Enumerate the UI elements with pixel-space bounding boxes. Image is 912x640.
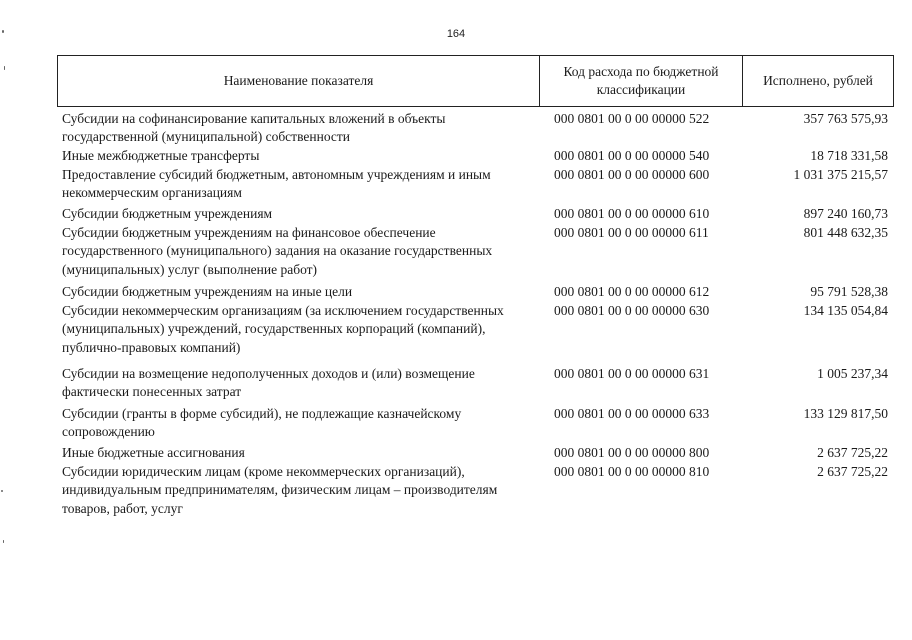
row-name: Субсидии юридическим лицам (кроме некоммерческих организаций), индивидуальным предпринимателям, физическим лицам – производителям товаров, работ, услуг (62, 464, 498, 516)
table-body (62, 110, 890, 521)
header-executed: Исполнено, рублей (763, 73, 873, 88)
table-row (62, 365, 890, 405)
row-code: 000 0801 00 0 00 00000 610 (554, 206, 710, 221)
row-code: 000 0801 00 0 00 00000 611 (554, 225, 709, 240)
row-code: 000 0801 00 0 00 00000 612 (554, 284, 710, 299)
table-row (62, 463, 890, 521)
table-header (57, 55, 894, 107)
row-code: 000 0801 00 0 00 00000 540 (554, 148, 710, 163)
row-name: Субсидии бюджетным учреждениям на иные цели (62, 284, 353, 299)
table-row (62, 166, 890, 205)
row-name: Иные межбюджетные трансферты (62, 148, 260, 163)
row-code: 000 0801 00 0 00 00000 633 (554, 406, 710, 421)
row-name: Субсидии бюджетным учреждениям (62, 206, 273, 221)
row-name: Субсидии на софинансирование капитальных вложений в объекты государственной (муниципальной) собственности (62, 111, 446, 145)
row-name: Субсидии бюджетным учреждениям на финансовое обеспечение государственного (муниципального) задания на оказание государственных (муниципальных) услуг (выполнение работ) (62, 225, 493, 277)
row-code: 000 0801 00 0 00 00000 630 (554, 303, 710, 318)
scan-speck (3, 540, 4, 543)
table-row (62, 205, 890, 224)
header-code: Код расхода по бюджетной классификации (540, 56, 743, 106)
scan-speck (2, 30, 4, 33)
row-code: 000 0801 00 0 00 00000 600 (554, 167, 710, 182)
table-row (62, 224, 890, 283)
table-row (62, 283, 890, 302)
header-name: Наименование показателя (58, 56, 540, 106)
scan-speck (4, 66, 5, 70)
table-row (62, 302, 890, 365)
row-code: 000 0801 00 0 00 00000 631 (554, 366, 710, 381)
row-executed: 357 763 575,93 (803, 111, 888, 126)
row-name: Субсидии (гранты в форме субсидий), не подлежащие казначейскому сопровождению (62, 406, 462, 440)
row-executed: 133 129 817,50 (803, 406, 888, 421)
row-executed: 1 031 375 215,57 (793, 167, 888, 182)
row-executed: 897 240 160,73 (803, 206, 888, 221)
row-code: 000 0801 00 0 00 00000 800 (554, 445, 710, 460)
row-name: Субсидии на возмещение недополученных доходов и (или) возмещение фактически понесенных затрат (62, 366, 475, 400)
row-executed: 2 637 725,22 (817, 445, 888, 460)
row-name: Предоставление субсидий бюджетным, автономным учреждениям и иным некоммерческим организациям (62, 167, 491, 201)
table-row (62, 147, 890, 166)
row-code: 000 0801 00 0 00 00000 522 (554, 111, 710, 126)
row-name: Субсидии некоммерческим организациям (за исключением государственных (муниципальных) учреждений, государственных корпораций (компаний), публично-правовых компаний) (62, 303, 504, 355)
row-executed: 134 135 054,84 (803, 303, 888, 318)
table-row (62, 110, 890, 147)
page-number: 164 (446, 28, 466, 40)
table-row (62, 405, 890, 444)
scan-speck (1, 490, 3, 492)
row-executed: 1 005 237,34 (817, 366, 888, 381)
row-executed: 95 791 528,38 (810, 284, 888, 299)
row-name: Иные бюджетные ассигнования (62, 445, 245, 460)
table-row (62, 444, 890, 463)
row-executed: 2 637 725,22 (817, 464, 888, 479)
row-executed: 801 448 632,35 (803, 225, 888, 240)
row-executed: 18 718 331,58 (810, 148, 888, 163)
row-code: 000 0801 00 0 00 00000 810 (554, 464, 710, 479)
